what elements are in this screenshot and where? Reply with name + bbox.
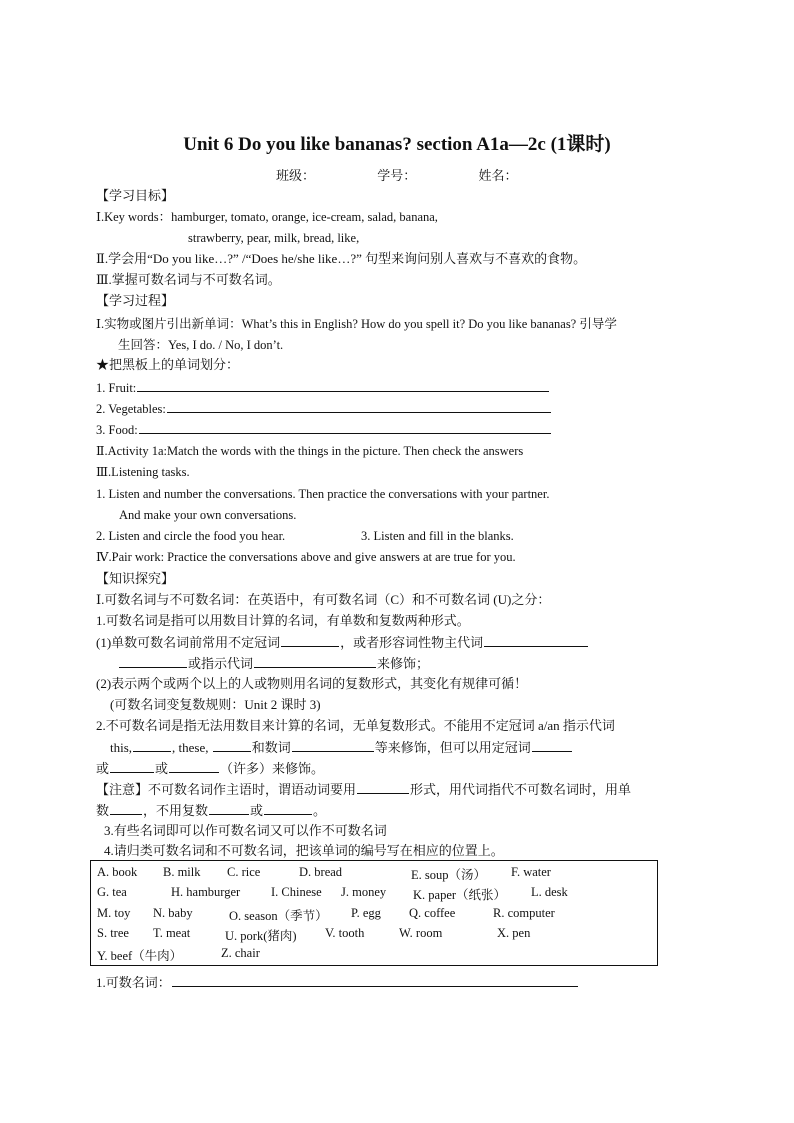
word-item: I. Chinese [271,885,322,899]
food-row [96,421,552,438]
article-blank[interactable] [281,634,339,647]
demonstrative-text: 或指示代词 [188,656,254,671]
many-text: （许多）来修饰。 [220,761,325,776]
word-item: T. meat [153,926,191,940]
task-1: 1. Listen and number the conversations. Then practice the conversations with your partner. [96,487,550,501]
knowledge-heading: 【知识探究】 [96,571,175,586]
word-item: L. desk [531,885,568,899]
objective-keywords-cont: strawberry, pear, milk, bread, like, [188,231,360,245]
singular-rule [96,634,589,651]
plural-blank-2[interactable] [264,802,312,815]
word-item: K. paper（纸张） [413,888,507,902]
word-item: X. pen [497,926,531,940]
word-item: Y. beef（牛肉） [97,949,183,963]
fruit-blank[interactable] [137,379,549,392]
objective-nouns: Ⅲ.掌握可数名词与不可数名词。 [96,272,281,287]
name-label: 姓名： [478,168,518,183]
word-item: R. computer [493,906,555,920]
no-plural-text: ，不用复数 [143,803,209,818]
number-text: 数 [96,803,110,818]
or-text: 或 [96,761,110,776]
modifier-blank-2[interactable] [169,760,219,773]
possessive-blank-2[interactable] [119,655,187,668]
task-2: 2. Listen and circle the food you hear. [96,529,286,543]
or-text-3: 或 [250,803,264,818]
countable-answer-row [96,974,579,991]
vegetables-blank[interactable] [167,400,551,413]
food-blank[interactable] [139,421,551,434]
word-item: G. tea [97,885,127,899]
word-item: Q. coffee [409,906,456,920]
task-3: 3. Listen and fill in the blanks. [361,529,514,543]
dual-nouns: 3.有些名词即可以作可数名词又可以作不可数名词 [104,823,387,838]
knowledge-intro: Ⅰ.可数名词与不可数名词：在英语中，有可数名词（C）和不可数名词 (U)之分： [96,592,551,607]
vegetables-label: 2. Vegetables: [96,402,166,416]
possessive-blank[interactable] [484,634,588,647]
word-item: U. pork(猪肉) [225,929,297,943]
these-blank[interactable] [213,739,251,752]
demonstrative-blank[interactable] [254,655,376,668]
this-text: this, [110,740,133,755]
task-1-cont: And make your own conversations. [119,508,297,522]
uncountable-definition: 2.不可数名词是指无法用数目来计算的名词，无单复数形式。不能用不定冠词 a/an 指示代词 [96,718,615,733]
singular-rule-text: (1)单数可数名词前常用不定冠词 [96,635,281,650]
note-text-2: 形式，用代词指代不可数名词时，用单 [410,782,632,797]
period-text: 。 [313,803,327,818]
word-item: D. bread [299,865,343,879]
plural-reference: (可数名词变复数规则：Unit 2 课时 3) [110,697,321,712]
singular-rule-text-2: ，或者形容词性物主代词 [340,635,484,650]
process-intro: Ⅰ.实物或图片引出新单词：What’s this in English? How do you spell it? Do you like bananas? 引导学 [96,317,617,331]
modify-text: 来修饰； [377,656,430,671]
word-item: H. hamburger [171,885,241,899]
countable-label: 1.可数名词： [96,975,171,990]
fruit-label: 1. Fruit: [96,381,137,395]
uncountable-modifiers-cont [96,760,324,777]
listening-tasks: Ⅲ.Listening tasks. [96,465,190,479]
numeral-text: 和数词 [251,740,291,755]
or-text-2: 或 [155,761,169,776]
note-line-cont [96,802,326,819]
objective-keywords: Ⅰ.Key words：hamburger, tomato, orange, ice-cream, salad, banana, [96,210,438,224]
food-label: 3. Food: [96,423,138,437]
word-item: O. season（季节） [229,909,328,923]
note-text: 【注意】不可数名词作主语时，谓语动词要用 [96,782,357,797]
word-item: P. egg [351,906,381,920]
singular-pronoun-blank[interactable] [110,802,142,815]
singular-rule-cont [118,655,429,672]
fruit-row [96,379,550,396]
vegetables-row [96,400,552,417]
countable-definition: 1.可数名词是指可以用数目计算的名词，有单数和复数两种形式。 [96,613,470,628]
classify-instruction: 4.请归类可数名词和不可数名词，把该单词的编号写在相应的位置上。 [104,843,504,858]
word-item: M. toy [97,906,131,920]
word-item: E. soup（汤） [411,868,487,882]
definite-article-blank[interactable] [532,739,572,752]
verb-form-blank[interactable] [357,781,409,794]
numeral-blank[interactable] [292,739,374,752]
process-intro-cont: 生回答：Yes, I do. / No, I don’t. [118,338,284,352]
student-info [276,165,518,184]
word-item: W. room [399,926,443,940]
word-item: S. tree [97,926,129,940]
process-heading: 【学习过程】 [96,293,175,308]
plural-blank-1[interactable] [209,802,249,815]
word-item: C. rice [227,865,261,879]
countable-blank[interactable] [172,974,578,987]
word-box [90,860,658,966]
word-item: J. money [341,885,387,899]
word-item: N. baby [153,906,193,920]
modifier-blank-1[interactable] [110,760,154,773]
activity-1a: Ⅱ.Activity 1a:Match the words with the things in the picture. Then check the answers [96,444,524,458]
classify-words: ★把黑板上的单词划分： [96,357,240,372]
uncountable-modifiers [110,739,573,756]
definite-article-text: 等来修饰，但可以用定冠词 [374,740,531,755]
number-label: 学号： [377,168,417,183]
objective-sentence: Ⅱ.学会用“Do you like…?” /“Does he/she like…?” 句型来询问别人喜欢与不喜欢的食物。 [96,251,587,266]
word-item: Z. chair [221,946,260,960]
plural-rule: (2)表示两个或两个以上的人或物则用名词的复数形式，其变化有规律可循！ [96,676,528,691]
these-text: , these, [172,740,209,755]
class-label: 班级： [276,168,316,183]
word-item: F. water [511,865,551,879]
objectives-heading: 【学习目标】 [96,188,175,203]
word-item: A. book [97,865,138,879]
pair-work: Ⅳ.Pair work: Practice the conversations above and give answers at are true for you. [96,550,516,564]
note-line [96,781,631,798]
this-blank[interactable] [133,739,171,752]
word-item: V. tooth [325,926,365,940]
word-item: B. milk [163,865,201,879]
page-title: Unit 6 Do you like bananas? section A1a—2c (1课时) [183,134,611,155]
